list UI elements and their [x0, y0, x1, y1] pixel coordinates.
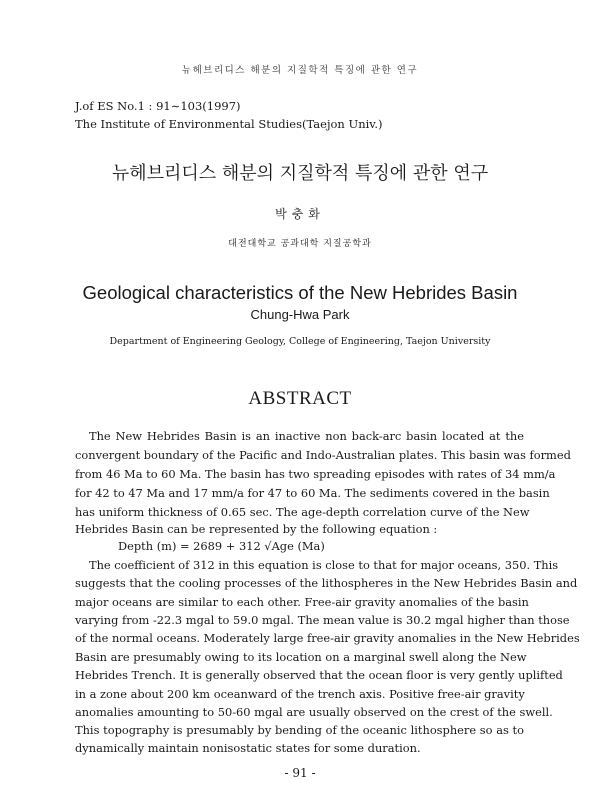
abstract-line: convergent boundary of the Pacific and Indo-Australian plates. This basin was formed	[75, 448, 571, 462]
abstract-line: The New Hebrides Basin is an inactive non back-arc basin located at the	[89, 429, 524, 443]
abstract-line: for 42 to 47 Ma and 17 mm/a for 47 to 60 Ma. The sediments covered in the basin	[75, 486, 550, 500]
abstract-line: The coefficient of 312 in this equation is close to that for major oceans, 350. This	[89, 558, 559, 572]
abstract-line: major oceans are similar to each other. Free-air gravity anomalies of the basin	[75, 595, 529, 609]
abstract-line: Hebrides Basin can be represented by the following equation :	[75, 522, 438, 536]
english-title: Geological characteristics of the New Hebrides Basin	[82, 282, 518, 303]
abstract-line: in a zone about 200 km oceanward of the trench axis. Positive free-air gravity	[75, 687, 525, 701]
institute-line: The Institute of Environmental Studies(Taejon Univ.)	[75, 117, 383, 131]
abstract-line: Hebrides Trench. It is generally observed that the ocean floor is very gently uplifted	[75, 668, 563, 682]
age-depth-equation: Depth (m) = 2689 + 312 √Age (Ma)	[118, 539, 325, 553]
abstract-line: of the normal oceans. Moderately large free-air gravity anomalies in the New Hebrides	[75, 631, 580, 645]
korean-author: 박충화	[275, 207, 325, 221]
running-header: 뉴헤브리디스 해분의 지질학적 특징에 관한 연구	[181, 65, 419, 76]
journal-reference: J.of ES No.1 : 91∼103(1997)	[75, 99, 241, 113]
page-number: - 91 -	[284, 766, 316, 780]
abstract-line: Basin are presumably owing to its location on a marginal swell along the New	[75, 650, 527, 664]
abstract-line: This topography is presumably by bending of the oceanic lithosphere so as to	[75, 723, 524, 737]
abstract-line: has uniform thickness of 0.65 sec. The age-depth correlation curve of the New	[75, 505, 530, 519]
abstract-line: suggests that the cooling processes of the lithospheres in the New Hebrides Basin and	[75, 576, 578, 590]
korean-title: 뉴헤브리디스 해분의 지질학적 특징에 관한 연구	[111, 163, 489, 184]
abstract-line: varying from -22.3 mgal to 59.0 mgal. The mean value is 30.2 mgal higher than those	[75, 613, 570, 627]
english-author: Chung-Hwa Park	[250, 307, 350, 322]
english-affiliation: Department of Engineering Geology, College of Engineering, Taejon University	[109, 336, 491, 347]
abstract-line: from 46 Ma to 60 Ma. The basin has two spreading episodes with rates of 34 mm/a	[75, 467, 556, 481]
korean-affiliation: 대전대학교 공과대학 지질공학과	[228, 239, 372, 249]
abstract-line: dynamically maintain nonisostatic states for some duration.	[75, 741, 421, 755]
abstract-heading: ABSTRACT	[248, 388, 352, 409]
abstract-line: anomalies amounting to 50-60 mgal are usually observed on the crest of the swell.	[75, 705, 553, 719]
